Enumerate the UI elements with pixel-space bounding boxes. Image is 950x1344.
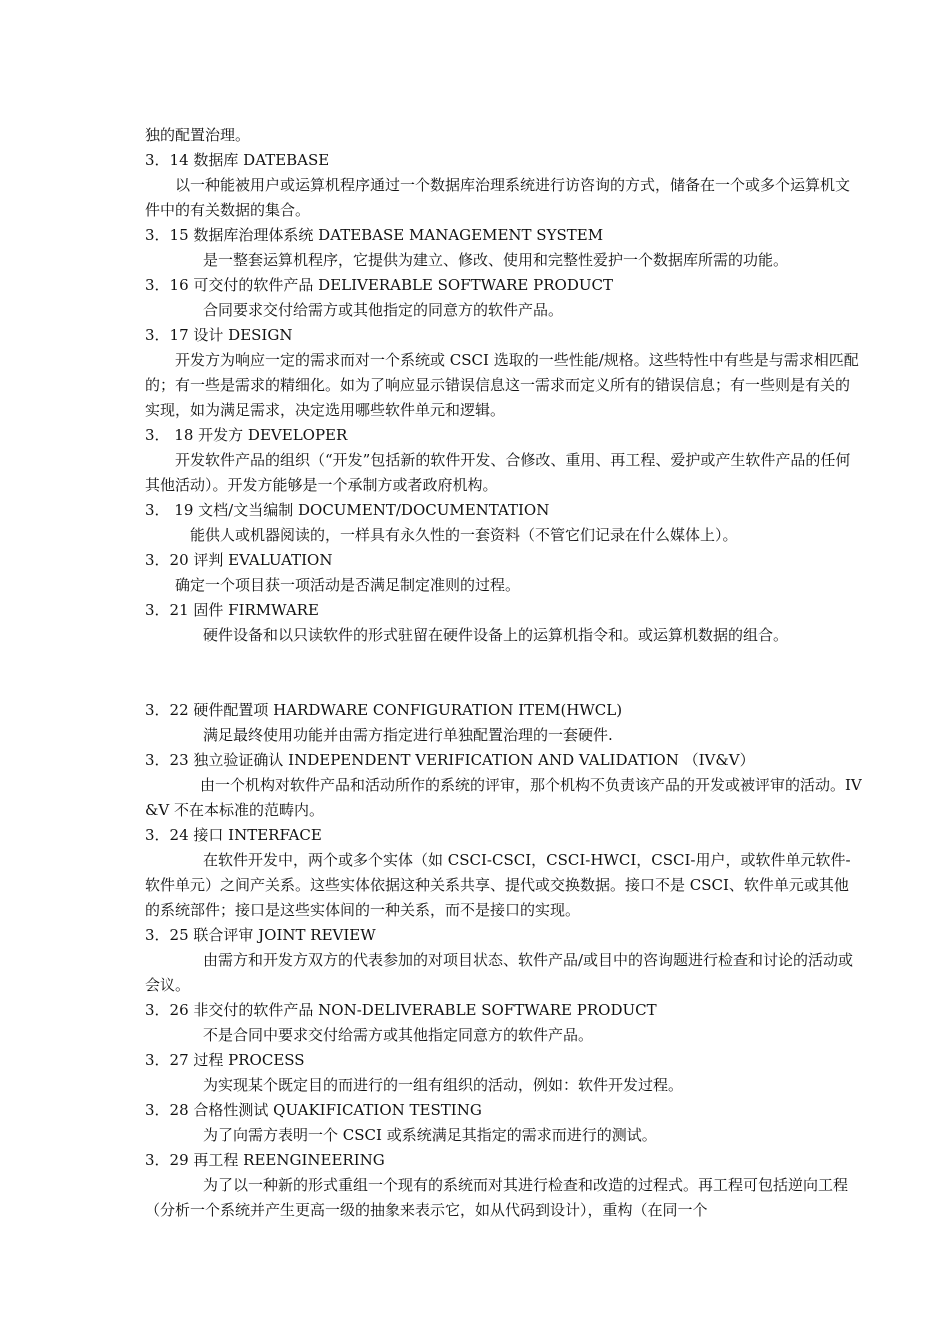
- section-heading-3-15: 3．15 数据库治理体系统 DATEBASE MANAGEMENT SYSTEM: [145, 226, 604, 244]
- definition-ivv: 由一个机构对软件产品和活动所作的系统的评审，那个机构不负责该产品的开发或被评审的活动。IV &V 不在本标准的范畴内。: [145, 776, 862, 819]
- section-heading-3-21: 3．21 固件 FIRMWARE: [145, 601, 319, 619]
- section-heading-3-16: 3．16 可交付的软件产品 DELIVERABLE SOFTWARE PRODUCT: [145, 276, 613, 294]
- definition-database: 以一种能被用户或运算机程序通过一个数据库治理系统进行访咨询的方式，储备在一个或多个运算机文件中的有关数据的集合。: [145, 176, 851, 219]
- section-heading-3-18: 3． 18 开发方 DEVELOPER: [145, 426, 348, 444]
- section-heading-3-22: 3．22 硬件配置项 HARDWARE CONFIGURATION ITEM(HWCL): [145, 701, 623, 719]
- blank-space: [145, 648, 863, 673]
- definition-joint-review: 由需方和开发方双方的代表参加的对项目状态、软件产品/或目中的咨询题进行检查和讨论的活动或会议。: [145, 951, 854, 994]
- definition-reengineering: 为了以一种新的形式重组一个现有的系统而对其进行检查和改造的过程式。再工程可包括逆向工程（分析一个系统并产生更高一级的抽象来表示它，如从代码到设计），重构（在同一个: [145, 1176, 849, 1219]
- definition-qualification-testing: 为了向需方表明一个 CSCI 或系统满足其指定的需求而进行的测试。: [203, 1126, 657, 1144]
- definition-hwci: 满足最终使用功能并由需方指定进行单独配置治理的一套硬件.: [203, 726, 613, 744]
- definition-non-deliverable: 不是合同中要求交付给需方或其他指定同意方的软件产品。: [203, 1026, 594, 1044]
- section-heading-3-29: 3．29 再工程 REENGINEERING: [145, 1151, 385, 1169]
- definition-evaluation: 确定一个项目获一项活动是否满足制定准则的过程。: [175, 576, 521, 594]
- section-heading-3-19: 3． 19 文档/文当编制 DOCUMENT/DOCUMENTATION: [145, 501, 550, 519]
- paragraph-continuation: 独的配置治理。: [145, 126, 251, 144]
- definition-design: 开发方为响应一定的需求而对一个系统或 CSCI 选取的一些性能/规格。这些特性中有些是与需求相匹配的；有一些是需求的精细化。如为了响应显示错误信息这一需求而定义所有的错误信息；有一些则是有关的实现，如为满足需求，决定选用哪些软件单元和逻辑。: [145, 351, 859, 419]
- definition-firmware: 硬件设备和以只读软件的形式驻留在硬件设备上的运算机指令和。或运算机数据的组合。: [203, 626, 789, 644]
- definition-developer: 开发软件产品的组织（“开发”包括新的软件开发、合修改、重用、再工程、爱护或产生软件产品的任何其他活动）。开发方能够是一个承制方或者政府机构。: [145, 451, 851, 494]
- definition-dbms: 是一整套运算机程序，它提供为建立、修改、使用和完整性爱护一个数据库所需的功能。: [203, 251, 789, 269]
- section-heading-3-20: 3．20 评判 EVALUATION: [145, 551, 333, 569]
- definition-deliverable-software-product: 合同要求交付给需方或其他指定的同意方的软件产品。: [203, 301, 564, 319]
- section-heading-3-26: 3．26 非交付的软件产品 NON-DELIVERABLE SOFTWARE PRODUCT: [145, 1001, 657, 1019]
- definition-document: 能供人或机器阅读的，一样具有永久性的一套资料（不管它们记录在什么媒体上）。: [190, 526, 738, 544]
- section-heading-3-23: 3．23 独立验证确认 INDEPENDENT VERIFICATION AND VALIDATION （IV&V）: [145, 751, 755, 769]
- definition-process: 为实现某个既定目的而进行的一组有组织的活动，例如：软件开发过程。: [203, 1076, 684, 1094]
- section-heading-3-17: 3．17 设计 DESIGN: [145, 326, 293, 344]
- section-heading-3-28: 3．28 合格性测试 QUAKIFICATION TESTING: [145, 1101, 482, 1119]
- document-body: [145, 123, 863, 1223]
- section-heading-3-27: 3．27 过程 PROCESS: [145, 1051, 305, 1069]
- section-heading-3-14: 3．14 数据库 DATEBASE: [145, 151, 330, 169]
- section-heading-3-25: 3．25 联合评审 JOINT REVIEW: [145, 926, 376, 944]
- section-heading-3-24: 3．24 接口 INTERFACE: [145, 826, 322, 844]
- blank-space: [145, 673, 863, 698]
- definition-interface: 在软件开发中，两个或多个实体（如 CSCI-CSCI，CSCI-HWCI，CSCI-用户，或软件单元软件-软件单元）之间产关系。这些实体依据这种关系共享、提代或交换数据。接口不是 CSCI、软件单元或其他的系统部件；接口是这些实体间的一种关系，而不是接口的实现。: [145, 851, 851, 919]
